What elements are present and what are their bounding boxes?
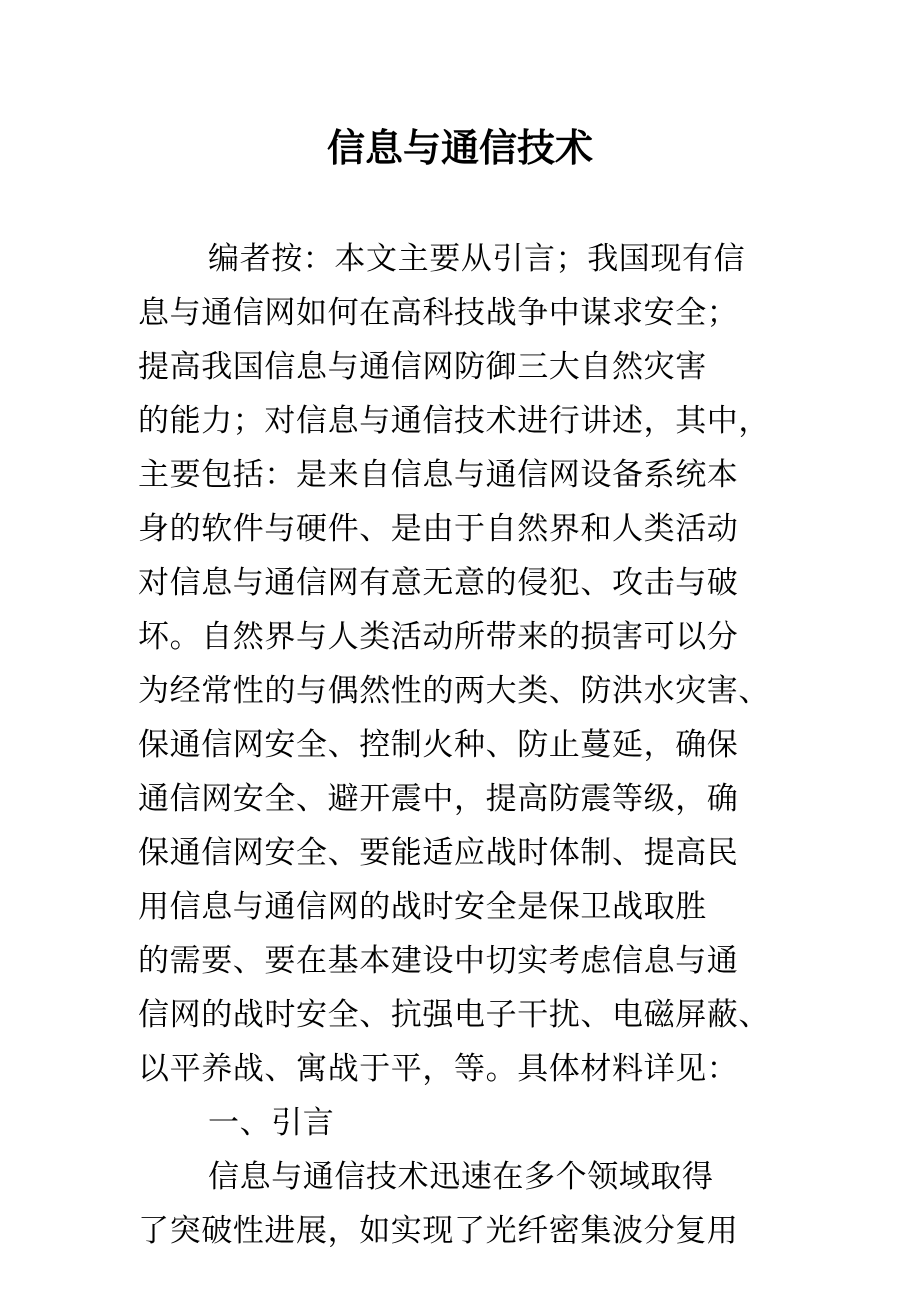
- paragraph-line: 身的软件与硬件、是由于自然界和人类活动: [138, 511, 739, 547]
- document-title: 信息与通信技术: [326, 125, 593, 170]
- paragraph-line: 息与通信网如何在高科技战争中谋求安全；: [138, 295, 739, 331]
- paragraph-line: 了突破性进展，如实现了光纤密集波分复用: [138, 1213, 739, 1249]
- paragraph-line: 通信网安全、避开震中，提高防震等级，确: [138, 781, 739, 817]
- paragraph-line: 为经常性的与偶然性的两大类、防洪水灾害、: [138, 673, 770, 709]
- paragraph-line: 坏。自然界与人类活动所带来的损害可以分: [138, 619, 739, 655]
- paragraph-line: 的能力；对信息与通信技术进行讲述，其中，: [138, 403, 770, 439]
- paragraph-line: 保通信网安全、要能适应战时体制、提高民: [138, 835, 739, 871]
- paragraph-line: 对信息与通信网有意无意的侵犯、攻击与破: [138, 565, 739, 601]
- paragraph-line: 编者按：本文主要从引言；我国现有信: [208, 241, 746, 277]
- paragraph-line: 信网的战时安全、抗强电子干扰、电磁屏蔽、: [138, 997, 770, 1033]
- document-body: [138, 232, 788, 1258]
- paragraph-line: 以平养战、寓战于平，等。具体材料详见：: [138, 1051, 739, 1087]
- section-heading: 一、引言: [208, 1105, 335, 1141]
- paragraph-line: 提高我国信息与通信网防御三大自然灾害: [138, 349, 707, 385]
- paragraph-line: 的需要、要在基本建设中切实考虑信息与通: [138, 943, 739, 979]
- paragraph-line: 保通信网安全、控制火种、防止蔓延，确保: [138, 727, 739, 763]
- paragraph-line: 用信息与通信网的战时安全是保卫战取胜: [138, 889, 707, 925]
- paragraph-line: 主要包括：是来自信息与通信网设备系统本: [138, 457, 739, 493]
- paragraph-line: 信息与通信技术迅速在多个领域取得: [208, 1159, 714, 1195]
